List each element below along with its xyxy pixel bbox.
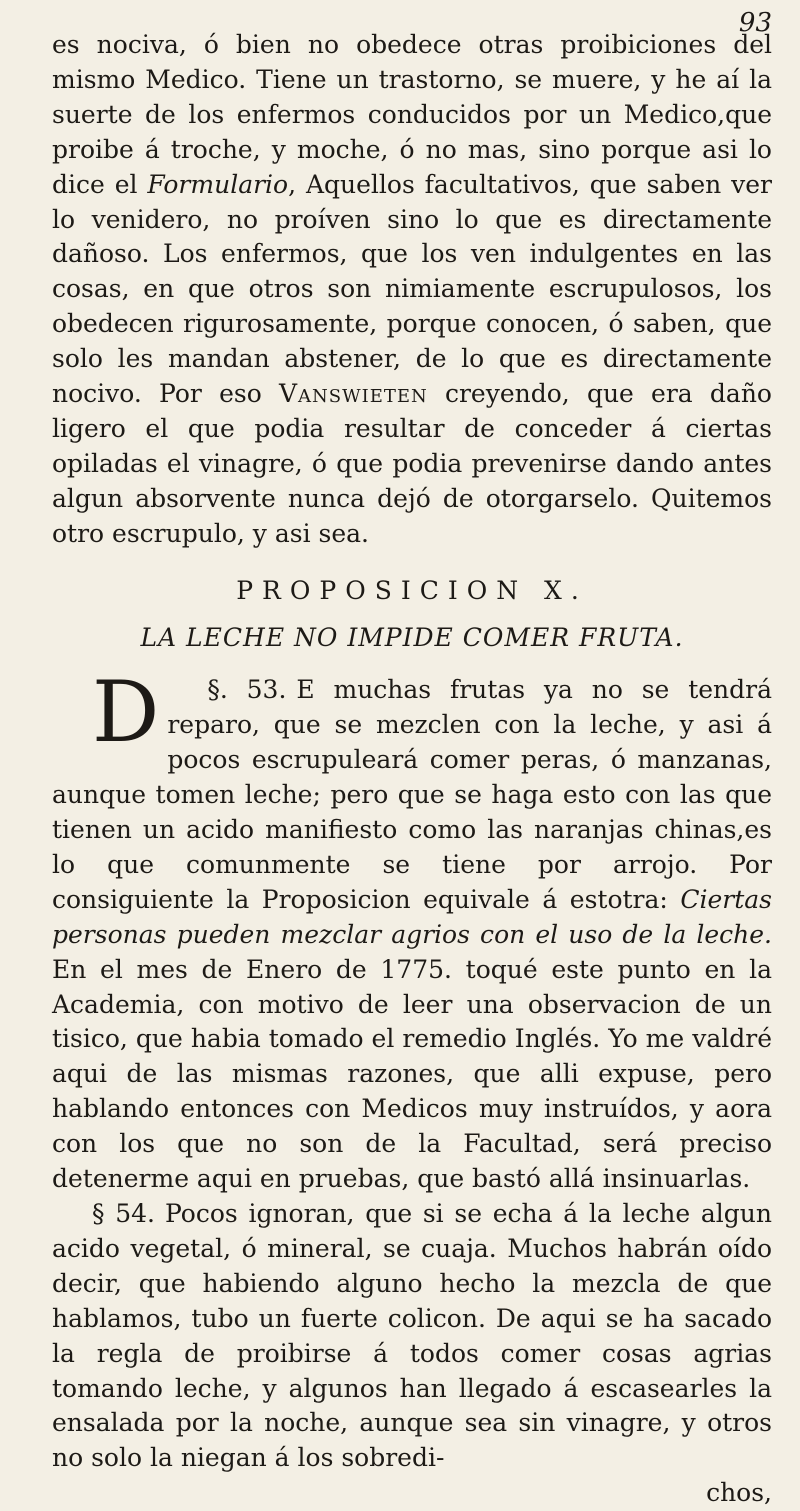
- text-run: Pocos ignoran, que si se echa á la leche algun acido vegetal, ó mineral, se cuaja. Muchos habrán oído decir, que habiendo alguno hecho la mezcla de que hablamos, tubo un fuerte colicon. De aqui se ha sacado la regla de proibirse á todos comer cosas agrias tomando leche, y algunos han llegado á escasearles la ensalada por la noche, aunque sea sin vinagre, y otros no solo la niegan á los sobredi-: [52, 1199, 772, 1473]
- drop-capital: D: [92, 663, 160, 762]
- page-text: [52, 28, 772, 1511]
- paragraph-continuation: [52, 28, 772, 552]
- proposition-subheading: LA LECHE NO IMPIDE COMER FRUTA.: [140, 622, 684, 652]
- paragraph-54: [52, 1197, 772, 1476]
- page-number: 93: [738, 8, 772, 38]
- text-run: , Aquellos facultativos, que saben ver lo venidero, no proíven sino lo que es directamente dañoso. Los enfermos, que los ven indulgentes en las cosas, en que otros son nimiamente escrupulosos, los obedecen rigurosamente, porque conocen, ó saben, que solo les mandan abstener, de lo que es directamente nocivo. Por eso: [52, 169, 773, 409]
- catchword: chos,: [706, 1478, 772, 1508]
- italic-proposition: Ciertas personas pueden mezclar agrios con el uso de la leche.: [52, 884, 772, 949]
- book-page: [52, 8, 773, 1508]
- text-run: creyendo, que era daño ligero el que podia resultar de conceder á ciertas opiladas el vinagre, ó que podia prevenirse dando antes algun absorvente nunca dejó de otorgarselo. Quitemos otro escrupulo, y asi sea.: [52, 379, 772, 548]
- paragraph-53: [52, 663, 772, 1197]
- author-name: Vanswieten: [278, 379, 428, 409]
- proposition-heading: PROPOSICION X.: [236, 575, 588, 605]
- text-run: En el mes de Enero de 1775. toqué este punto en la Academia, con motivo de leer una observacion de un tisico, que habia tomado el remedio Inglés. Yo me valdré aqui de las mismas razones, que alli expuse, pero hablando entonces con Medicos muy instruídos, y aora con los que no son de la Facultad, será preciso detenerme aqui en pruebas, que bastó allá insinuarlas.: [52, 954, 772, 1194]
- section-number: §. 53.: [207, 675, 287, 705]
- text-run: es nociva, ó bien no obedece otras proibiciones del mismo Medico. Tiene un trastorno, se muere, y he aí la suerte de los enfermos conducidos por un Medico,que proibe á troche, y moche, ó no mas, sino porque asi lo dice el: [52, 30, 772, 199]
- section-number: § 54.: [92, 1199, 155, 1228]
- italic-title: Formulario: [147, 169, 289, 199]
- text-run: E muchas frutas ya no se tendrá reparo, que se mezclen con la leche, y asi á pocos escrupuleará comer peras, ó manzanas, aunque tomen leche; pero que se haga esto con las que tienen un acido manifiesto como las naranjas chinas,es lo que comunmente se tiene por arrojo. Por consiguiente la Proposicion equivale á estotra:: [52, 675, 772, 914]
